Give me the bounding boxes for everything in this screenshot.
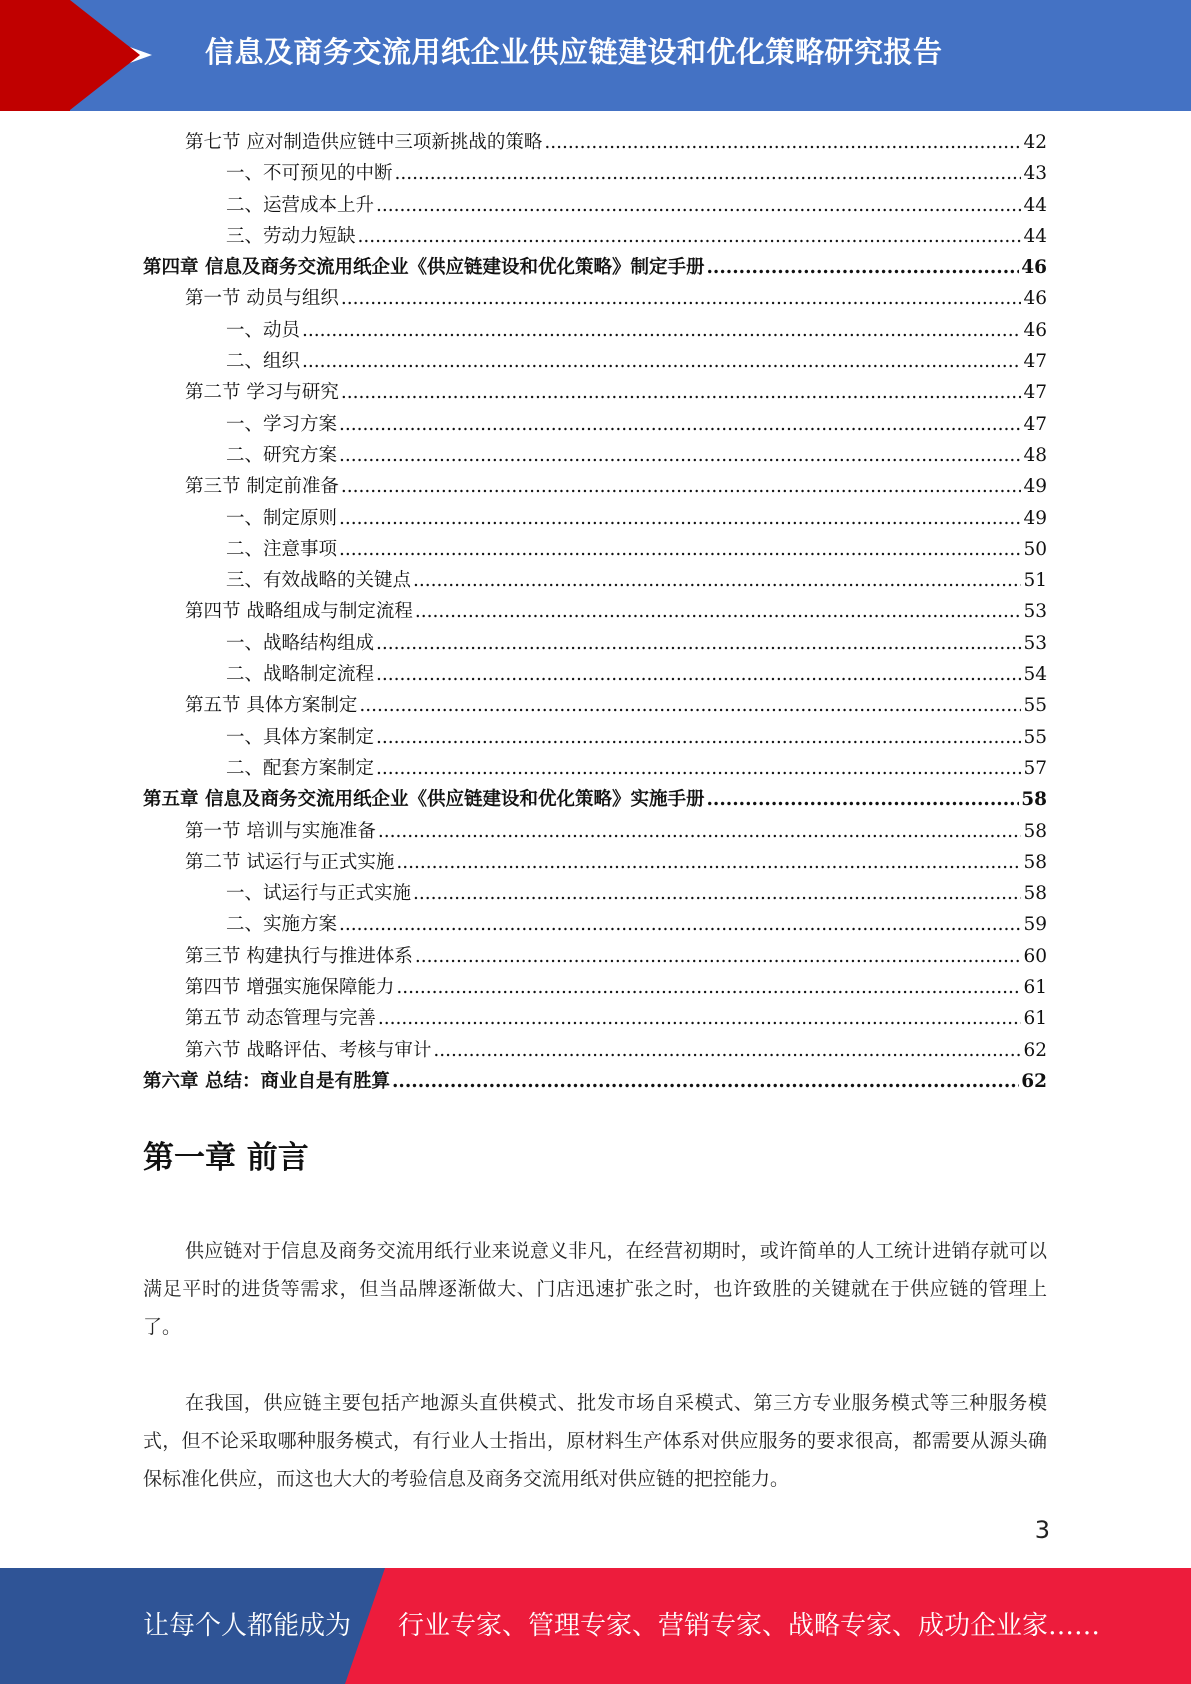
toc-entry-label: 一、不可预见的中断 (226, 163, 393, 185)
toc-entry-label: 第四章 信息及商务交流用纸企业《供应链建设和优化策略》制定手册 (143, 257, 705, 279)
body-paragraph: 在我国，供应链主要包括产地源头直供模式、批发市场自采模式、第三方专业服务模式等三种服务模式，但不论采取哪种服务模式，有行业人士指出，原材料生产体系对供应服务的要求很高，都需要从源头确保标准化供应，而这也大大的考验信息及商务交流用纸对供应链的把控能力。 (143, 1392, 1047, 1490)
toc-entry[interactable] (143, 440, 1047, 471)
toc-entry-page: 47 (1023, 382, 1047, 404)
toc-entry-page: 47 (1023, 351, 1047, 373)
toc-entry-page: 61 (1023, 977, 1047, 999)
toc-entry[interactable] (143, 158, 1047, 189)
toc-entry[interactable] (143, 1003, 1047, 1034)
toc-entry-label: 一、战略结构组成 (226, 632, 375, 654)
toc-entry-label: 二、注意事项 (226, 538, 338, 560)
toc-entry-page: 51 (1023, 570, 1047, 592)
table-of-contents (143, 127, 1047, 1097)
page-footer (0, 1568, 1191, 1684)
toc-leader-dots (358, 221, 1022, 252)
toc-entry[interactable] (143, 503, 1047, 534)
toc-entry-label: 二、运营成本上升 (226, 194, 375, 216)
toc-entry[interactable] (143, 753, 1047, 784)
toc-entry-page: 62 (1023, 1039, 1047, 1061)
toc-leader-dots (339, 909, 1021, 940)
toc-entry-page: 48 (1023, 444, 1047, 466)
toc-leader-dots (378, 1003, 1022, 1034)
toc-entry[interactable] (143, 784, 1047, 815)
body-paragraph: 供应链对于信息及商务交流用纸行业来说意义非凡，在经营初期时，或许简单的人工统计进销存就可以满足平时的进货等需求，但当品牌逐渐做大、门店迅速扩张之时，也许致胜的关键就在于供应链的管理上了。 (143, 1240, 1047, 1338)
toc-entry[interactable] (143, 596, 1047, 627)
toc-entry-page: 53 (1023, 601, 1047, 623)
toc-entry-label: 第一节 动员与组织 (185, 288, 339, 310)
toc-entry-label: 第三节 制定前准备 (185, 476, 339, 498)
toc-entry-page: 49 (1023, 507, 1047, 529)
toc-entry-page: 59 (1023, 914, 1047, 936)
toc-entry-page: 60 (1023, 945, 1047, 967)
toc-leader-dots (339, 503, 1021, 534)
toc-entry[interactable] (143, 722, 1047, 753)
toc-entry[interactable] (143, 252, 1047, 283)
toc-entry-page: 43 (1023, 163, 1047, 185)
toc-entry-page: 49 (1023, 476, 1047, 498)
toc-entry-label: 第七节 应对制造供应链中三项新挑战的策略 (185, 132, 543, 153)
toc-entry-label: 第五节 动态管理与完善 (185, 1008, 376, 1030)
toc-entry-label: 二、实施方案 (226, 914, 338, 936)
toc-leader-dots (396, 972, 1021, 1003)
toc-entry-label: 一、试运行与正式实施 (226, 883, 412, 905)
toc-entry-label: 第三节 构建执行与推进体系 (185, 945, 413, 967)
toc-entry-page: 55 (1023, 695, 1047, 717)
toc-leader-dots (359, 690, 1021, 721)
toc-entry-label: 三、有效战略的关键点 (226, 570, 412, 592)
toc-leader-dots (396, 847, 1021, 878)
toc-leader-dots (376, 753, 1021, 784)
toc-entry-label: 第五节 具体方案制定 (185, 695, 358, 717)
toc-leader-dots (302, 315, 1021, 346)
toc-entry-label: 二、配套方案制定 (226, 757, 375, 779)
toc-entry-page: 58 (1023, 820, 1047, 842)
toc-leader-dots (341, 471, 1022, 502)
footer-slogan-left: 让每个人都能成为 (143, 1611, 352, 1641)
toc-entry-page: 44 (1023, 194, 1047, 216)
toc-entry[interactable] (143, 534, 1047, 565)
toc-leader-dots (415, 941, 1022, 972)
header-title: 信息及商务交流用纸企业供应链建设和优化策略研究报告 (205, 35, 943, 69)
toc-entry[interactable] (143, 628, 1047, 659)
toc-entry[interactable] (143, 690, 1047, 721)
toc-entry[interactable] (143, 1066, 1047, 1097)
toc-entry[interactable] (143, 346, 1047, 377)
chapter-title: 第一章 前言 (143, 1140, 309, 1176)
toc-entry-label: 一、学习方案 (226, 413, 338, 435)
toc-entry-page: 50 (1023, 538, 1047, 560)
toc-entry-page: 46 (1023, 319, 1047, 341)
header-red-block (0, 0, 70, 111)
toc-leader-dots (376, 628, 1021, 659)
toc-entry-page: 47 (1023, 413, 1047, 435)
toc-entry-page: 44 (1023, 225, 1047, 247)
toc-entry-page: 53 (1023, 632, 1047, 654)
toc-leader-dots (339, 440, 1021, 471)
toc-leader-dots (378, 816, 1022, 847)
toc-entry-label: 第六章 总结：商业自是有胜算 (143, 1070, 390, 1092)
toc-leader-dots (413, 565, 1021, 596)
toc-entry[interactable] (143, 283, 1047, 314)
toc-entry[interactable] (143, 377, 1047, 408)
toc-leader-dots (392, 1066, 1019, 1097)
toc-entry[interactable] (143, 847, 1047, 878)
toc-entry-page: 46 (1021, 257, 1047, 279)
toc-entry-label: 二、战略制定流程 (226, 664, 375, 686)
toc-entry[interactable] (143, 315, 1047, 346)
footer-slogan-right: 行业专家、管理专家、营销专家、战略专家、成功企业家…… (398, 1611, 1101, 1641)
toc-entry-page: 61 (1023, 1008, 1047, 1030)
toc-entry-page: 58 (1023, 883, 1047, 905)
toc-entry[interactable] (143, 972, 1047, 1003)
toc-leader-dots (413, 878, 1021, 909)
toc-entry[interactable] (143, 909, 1047, 940)
toc-entry-page: 58 (1021, 789, 1047, 811)
toc-entry[interactable] (143, 1035, 1047, 1066)
toc-leader-dots (433, 1035, 1021, 1066)
toc-entry-page: 62 (1021, 1070, 1047, 1092)
toc-leader-dots (341, 283, 1022, 314)
header-red-arrow (70, 0, 140, 110)
toc-entry-label: 二、组织 (226, 351, 301, 373)
toc-leader-dots (339, 409, 1021, 440)
toc-leader-dots (706, 252, 1019, 283)
toc-entry-label: 第二节 试运行与正式实施 (185, 851, 395, 873)
toc-entry[interactable] (143, 941, 1047, 972)
toc-entry-label: 第二节 学习与研究 (185, 382, 339, 404)
toc-leader-dots (376, 722, 1021, 753)
toc-entry-label: 第六节 战略评估、考核与审计 (185, 1039, 432, 1061)
toc-entry[interactable] (143, 409, 1047, 440)
toc-leader-dots (376, 190, 1021, 221)
toc-entry[interactable] (143, 127, 1047, 158)
toc-entry-label: 第五章 信息及商务交流用纸企业《供应链建设和优化策略》实施手册 (143, 789, 705, 811)
toc-entry-label: 一、制定原则 (226, 507, 338, 529)
toc-entry-page: 54 (1023, 664, 1047, 686)
toc-entry[interactable] (143, 659, 1047, 690)
toc-leader-dots (376, 659, 1021, 690)
toc-leader-dots (302, 346, 1021, 377)
toc-leader-dots (415, 596, 1022, 627)
toc-entry[interactable] (143, 190, 1047, 221)
toc-leader-dots (341, 377, 1022, 408)
toc-entry-label: 三、劳动力短缺 (226, 225, 356, 247)
toc-leader-dots (395, 158, 1022, 189)
toc-entry-page: 55 (1023, 726, 1047, 748)
toc-entry-page: 57 (1023, 757, 1047, 779)
toc-entry[interactable] (143, 471, 1047, 502)
toc-entry-page: 46 (1023, 288, 1047, 310)
toc-leader-dots (339, 534, 1021, 565)
toc-leader-dots (706, 784, 1019, 815)
toc-leader-dots (544, 127, 1021, 158)
toc-entry[interactable] (143, 221, 1047, 252)
toc-entry-label: 一、具体方案制定 (226, 726, 375, 748)
toc-entry-label: 二、研究方案 (226, 444, 338, 466)
toc-entry-page: 58 (1023, 851, 1047, 873)
page-header (0, 0, 1191, 111)
toc-entry-label: 一、动员 (226, 319, 301, 341)
toc-entry[interactable] (143, 878, 1047, 909)
toc-entry[interactable] (143, 816, 1047, 847)
toc-entry-label: 第一节 培训与实施准备 (185, 820, 376, 842)
page-number: 3 (1034, 1516, 1050, 1544)
toc-entry-page: 42 (1023, 132, 1047, 153)
toc-entry-label: 第四节 增强实施保障能力 (185, 977, 395, 999)
toc-entry[interactable] (143, 565, 1047, 596)
toc-entry-label: 第四节 战略组成与制定流程 (185, 601, 413, 623)
